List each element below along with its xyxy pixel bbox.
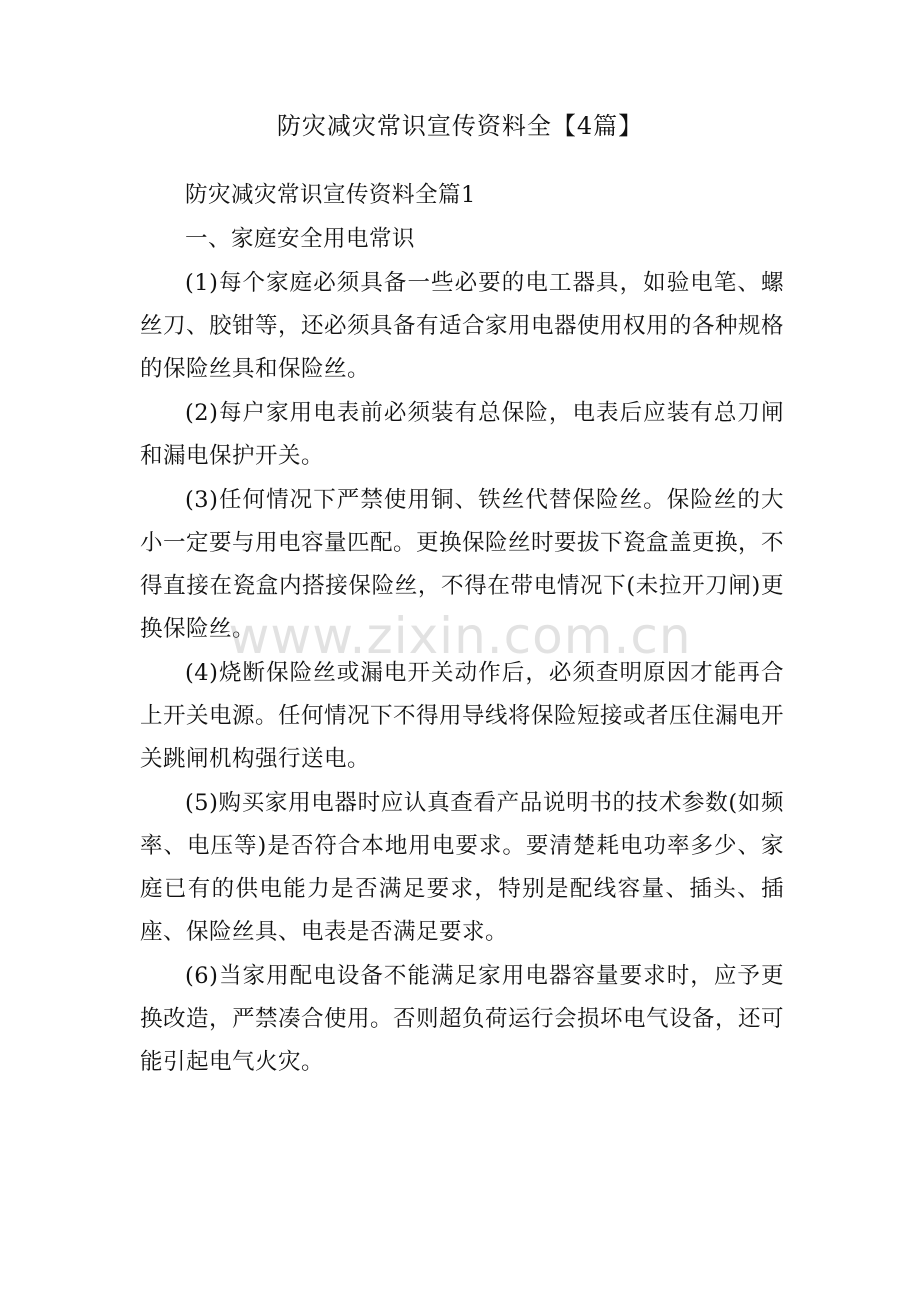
- document-title: 防灾减灾常识宣传资料全【4篇】: [276, 112, 644, 140]
- section-heading: 防灾减灾常识宣传资料全篇1: [185, 182, 476, 208]
- paragraph-6: (6)当家用配电设备不能满足家用电器容量要求时，应予更换改造，严禁凑合使用。否则超负荷运行会损坏电气设备，还可能引起电气火灾。: [140, 963, 785, 1075]
- paragraph-2: (2)每户家用电表前必须装有总保险，电表后应装有总刀闸和漏电保护开关。: [140, 400, 784, 469]
- subsection-heading: 一、家庭安全用电常识: [185, 226, 416, 252]
- watermark: www.zixin.com.cn: [228, 607, 692, 665]
- paragraph-3: (3)任何情况下严禁使用铜、铁丝代替保险丝。保险丝的大小一定要与用电容量匹配。更换保险丝时要拔下瓷盒盖更换，不得直接在瓷盒内搭接保险丝，不得在带电情况下(未拉开刀闸)更换保险丝。: [140, 487, 785, 642]
- paragraph-1: (1)每个家庭必须具备一些必要的电工器具，如验电笔、螺丝刀、胶钳等，还必须具备有适合家用电器使用权用的各种规格的保险丝具和保险丝。: [140, 270, 785, 382]
- paragraph-4: (4)烧断保险丝或漏电开关动作后，必须查明原因才能再合上开关电源。任何情况下不得用导线将保险短接或者压住漏电开关跳闸机构强行送电。: [140, 660, 785, 772]
- paragraph-5: (5)购买家用电器时应认真查看产品说明书的技术参数(如频率、电压等)是否符合本地用电要求。要清楚耗电功率多少、家庭已有的供电能力是否满足要求，特别是配线容量、插头、插座、保险丝具、电表是否满足要求。: [140, 790, 784, 945]
- document-body: [140, 174, 784, 1085]
